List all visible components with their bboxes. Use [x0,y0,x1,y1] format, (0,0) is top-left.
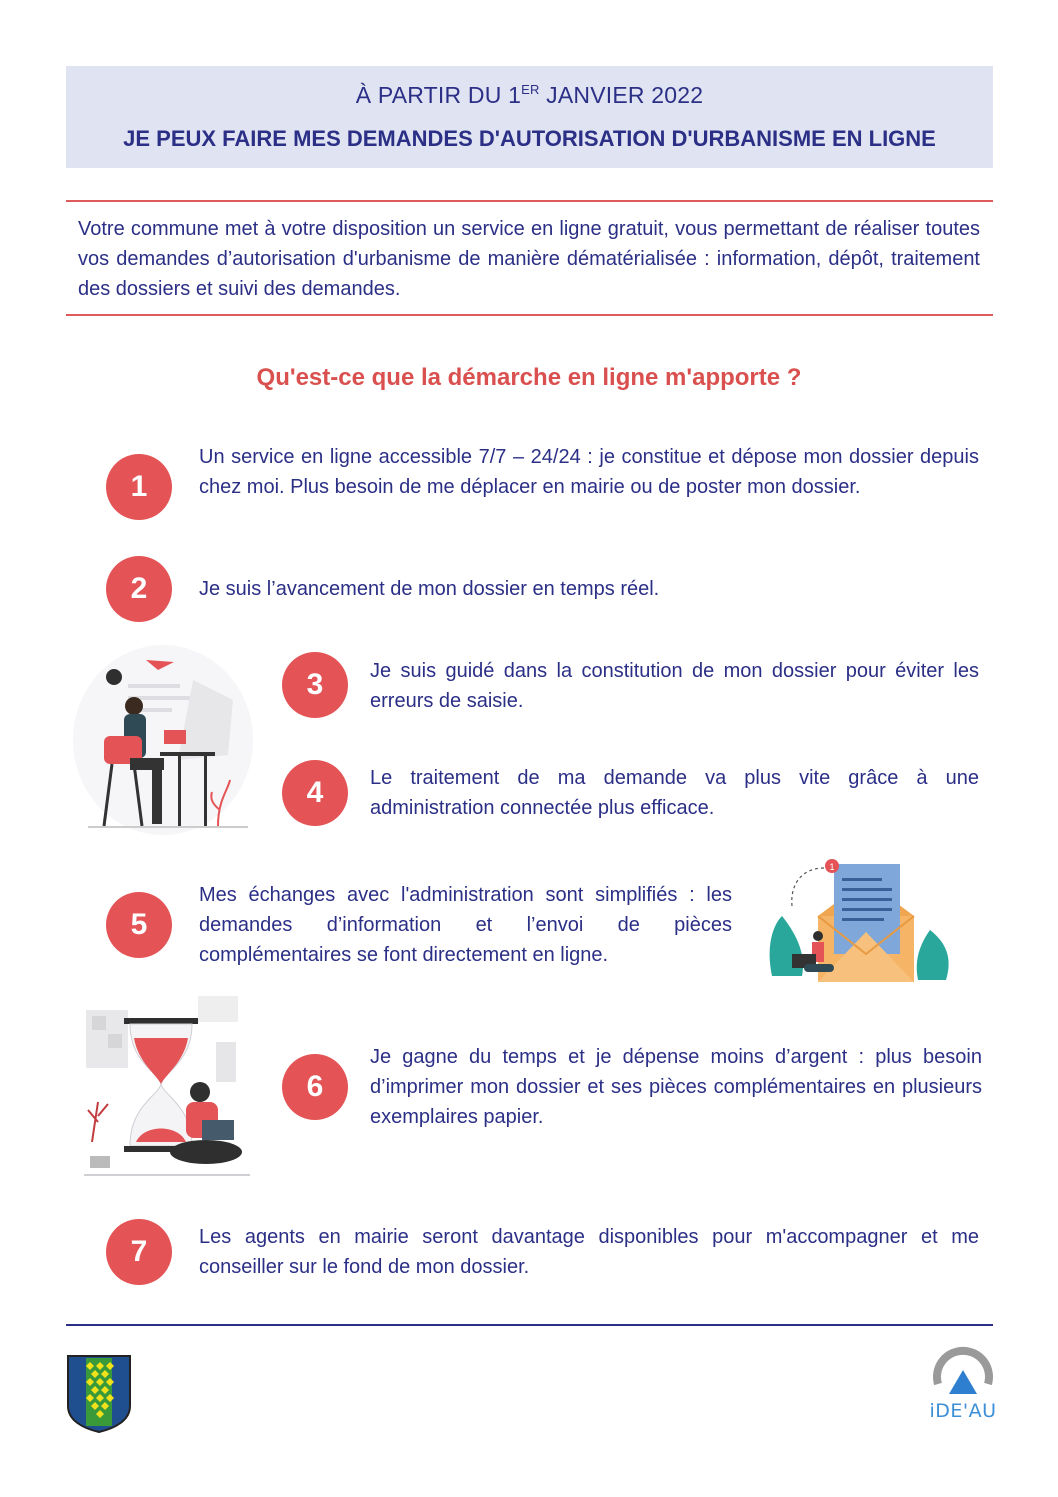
section-question: Qu'est-ce que la démarche en ligne m'apporte ? [256,364,802,391]
benefit-number-7: 7 [106,1219,172,1285]
benefit-number-1: 1 [106,454,172,520]
benefit-text-5: Mes échanges avec l'administration sont simplifiés : les demandes d’information et l’envoi de pièces complémentaires se font directement en ligne. [199,884,732,966]
intro-paragraph: Votre commune met à votre disposition un service en ligne gratuit, vous permettant de réaliser toutes vos demandes d’autorisation d'urbanisme de manière dématérialisée : information, dépôt, traitement des dossiers et suivi des demandes. [78,218,980,300]
header-title: JE PEUX FAIRE MES DEMANDES D'AUTORISATION D'URBANISME EN LIGNE [123,126,936,151]
intro-top-rule [66,200,993,202]
benefit-number-5: 5 [106,892,172,958]
intro-bottom-rule [66,314,993,316]
person-at-desk-illustration [68,640,258,840]
benefit-number-4: 4 [282,760,348,826]
header-banner [66,66,993,168]
benefit-number-2: 2 [106,556,172,622]
svg-text:1: 1 [829,862,835,872]
benefit-text-7: Les agents en mairie seront davantage disponibles pour m'accompagner et me conseiller sur le fond de mon dossier. [199,1226,979,1278]
benefit-number-6: 6 [282,1054,348,1120]
ideau-logo [928,1334,998,1426]
ideau-logo-text: iDE'AU [929,1400,997,1422]
benefit-text-3: Je suis guidé dans la constitution de mon dossier pour éviter les erreurs de saisie. [370,660,979,712]
header-date: À PARTIR DU 1ER JANVIER 2022 [355,82,704,108]
envelope-notification-illustration [762,856,952,988]
benefit-text-2: Je suis l’avancement de mon dossier en temps réel. [199,578,660,600]
benefit-text-4: Le traitement de ma demande va plus vite grâce à une administration connectée plus efficace. [370,767,979,819]
ideau-logo-mark [928,1334,998,1402]
benefit-text-6: Je gagne du temps et je dépense moins d’argent : plus besoin d’imprimer mon dossier et ses pièces complémentaires en plusieurs exemplaires papier. [370,1046,982,1128]
benefit-text-1: Un service en ligne accessible 7/7 – 24/24 : je constitue et dépose mon dossier depuis chez moi. Plus besoin de me déplacer en mairie ou de poster mon dossier. [199,446,979,498]
hourglass-laptop-illustration [78,992,256,1182]
benefit-number-3: 3 [282,652,348,718]
coat-of-arms-logo [66,1354,132,1434]
footer-rule [66,1324,993,1326]
